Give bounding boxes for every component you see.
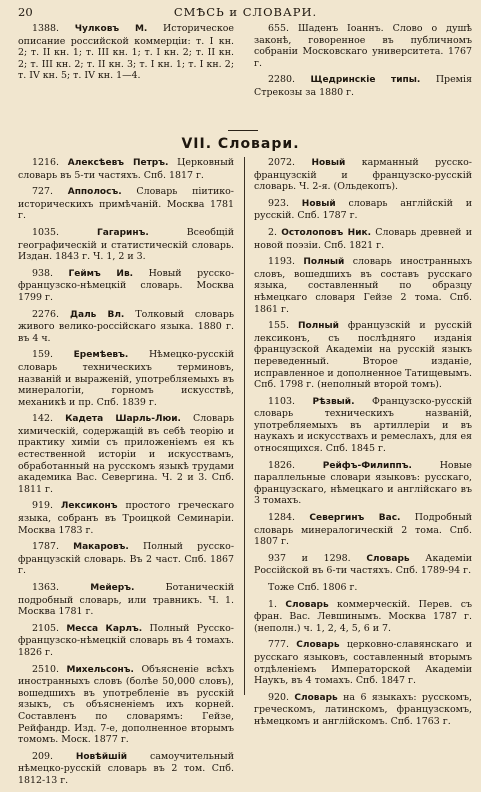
catalog-entry <box>18 268 234 304</box>
entry-text: Тоже Спб. 1806 г. <box>268 582 358 593</box>
entry-number: 142. <box>32 413 54 425</box>
section-divider <box>228 130 258 131</box>
catalog-entry <box>254 256 472 315</box>
entry-number: 2276. <box>32 308 60 320</box>
entry-title: Полный <box>303 257 345 268</box>
entry-number: 209. <box>32 750 54 762</box>
entry-title: Новый <box>301 198 336 209</box>
entry-number: 1216. <box>32 157 60 168</box>
entry-text: Новые параллельные словари языковъ: русскаго, французскаго, нѣмецкаго и англійскаго въ 3 томахъ. <box>254 459 473 507</box>
running-title: СМѢСЬ и СЛОВАРИ. <box>173 5 318 19</box>
page-number: 20 <box>18 5 33 19</box>
entry-text: церковно-славянскаго и русскаго языковъ, составленный вторымъ отдѣленіемъ Императорской Академіи Наукъ, въ 4 томахъ. Спб. 1847 г. <box>254 639 472 687</box>
catalog-entry <box>254 553 472 577</box>
entry-title: Геймъ Ив. <box>68 268 134 279</box>
entry-number: 727. <box>32 186 54 198</box>
entry-number: 937 и 1298. <box>268 552 351 564</box>
catalog-entry <box>254 198 472 222</box>
entry-title: Алексѣевъ Петръ. <box>67 158 169 168</box>
catalog-entry <box>18 227 234 263</box>
entry-title: Словарь <box>294 692 338 703</box>
entry-title: Остолоповъ Ник. <box>281 227 372 238</box>
catalog-entry <box>254 23 472 69</box>
entry-number: 1363. <box>32 582 60 593</box>
entry-text: Словарь древней и новой поэзіи. Спб. 1821 г. <box>254 226 472 251</box>
entry-text: простого греческаго языка, собранъ въ Троицкой Семинаріи. Москва 1783 г. <box>18 500 234 536</box>
catalog-entry <box>18 582 234 618</box>
dictionaries-right-column <box>254 157 472 733</box>
entry-title: Гагаринъ. <box>97 227 149 238</box>
entry-text: Объясненіе всѣхъ иностранныхъ словъ (болѣе 50,000 словъ), вошедшихъ въ употребленіе въ русскій языкъ, съ объясненіемъ ихъ корней. Составленъ по словарямъ: Гейзе, Рейфандр. Изд. 7-е, дополненное вторымъ томомъ. Моск. 1877 г. <box>18 663 234 746</box>
entry-number: 1193. <box>268 256 296 268</box>
entry-title: Кадета Шарль-Люи. <box>65 414 181 425</box>
top-left-column <box>18 23 234 87</box>
entry-text: на 6 языкахъ: русскомъ, греческомъ, латинскомъ, французскомъ, нѣмецкомъ и англійскомъ. Спб. 1763 г. <box>254 691 472 727</box>
entry-title: Словарь <box>366 553 410 564</box>
catalog-entry <box>254 227 472 251</box>
entry-number: 1. <box>268 598 278 610</box>
catalog-entry <box>18 349 234 408</box>
entry-text: Новый русско-французско-нѣмецкій словарь. Москва 1799 г. <box>18 267 235 303</box>
entry-title: Щедринскіе типы. <box>310 75 421 86</box>
catalog-entry <box>254 320 472 391</box>
catalog-entry <box>254 582 472 594</box>
entry-text: Подробный словарь минералогическій 2 тома. Спб. 1807 г. <box>254 512 473 548</box>
entry-title: Чулковъ М. <box>74 24 148 34</box>
entry-number: 2510. <box>32 663 60 675</box>
entry-number: 2105. <box>32 622 60 634</box>
entry-title: Словарь <box>285 599 329 610</box>
entry-text: французскій и русскій лексиконъ, съ послѣдняго изданія французской Академіи на русскій языкъ переведенный. Второе изданіе, исправленное и дополненное Татищевымъ. Спб. 1798 г. (неполный второй томъ). <box>254 320 473 391</box>
catalog-entry <box>18 664 234 746</box>
entry-title: Даль Вл. <box>70 309 125 320</box>
catalog-entry <box>254 460 472 507</box>
entry-text: Французско-русскій словарь техническихъ названій, употребляемыхъ въ артиллеріи и въ наукахъ и искусствахъ и ремеслахъ, для ея относящихся. Спб. 1845 г. <box>254 395 473 455</box>
catalog-entry <box>18 500 234 536</box>
entry-text: словарь англійскій и русскій. Спб. 1787 г. <box>254 197 473 222</box>
entry-number: 777. <box>268 639 290 651</box>
entry-number: 2072. <box>268 157 296 168</box>
catalog-entry <box>254 639 472 686</box>
entry-text: коммерческій. Перев. съ фран. Вас. Левшинымъ. Москва 1787 г. (неполн.) ч. 1, 2, 4, 5, 6 и 7. <box>254 598 472 634</box>
entry-number: 2. <box>268 226 278 238</box>
catalog-entry <box>18 157 234 181</box>
catalog-entry <box>254 396 472 455</box>
entry-text: Ботаническій подробный словарь, или травникъ. Ч. 1. Москва 1781 г. <box>18 582 235 618</box>
catalog-entry <box>18 186 234 222</box>
entry-number: 938. <box>32 267 54 279</box>
entry-title: Месса Карлъ. <box>66 623 143 634</box>
dictionaries-left-column <box>18 157 234 792</box>
entry-title: Мейеръ. <box>90 583 135 593</box>
entry-text: Академіи Россійской въ 6-ти частяхъ. Спб. 1789-94 г. <box>254 552 473 577</box>
entry-title: Апполосъ. <box>67 187 122 198</box>
catalog-entry <box>18 23 234 82</box>
entry-text: Премія Стрекозы за 1880 г. <box>254 74 472 98</box>
entry-title: Севергинъ Вас. <box>309 513 401 524</box>
entry-text: Историческое описание российской коммерціи: т. I кн. 2; т. II кн. 1; т. III кн. 1; т. I кн. 2; т. II кн. 2; т. III кн. 2; т. II кн. 3; т. I кн. 1; т. I кн. 2; т. IV кн. 5; т. IV кн. 1—4. <box>18 23 235 82</box>
entry-title: Михельсонъ. <box>66 664 134 675</box>
catalog-entry <box>254 599 472 635</box>
entry-title: Новѣйшій <box>75 751 128 762</box>
entry-text: Полный Русско-французско-нѣмецкій словарь въ 4 томахъ. 1826 г. <box>18 622 234 658</box>
entry-title: Новый <box>311 158 346 168</box>
entry-title: Еремѣевъ. <box>73 350 129 361</box>
entry-number: 919. <box>32 500 54 512</box>
entry-text: карманный русско-французскій и французско-русскій словарь. Ч. 2-я. (Ольдекопъ). <box>254 157 473 193</box>
entry-number: 923. <box>268 197 290 209</box>
entry-number: 1035. <box>32 226 60 238</box>
entry-title: Словарь <box>296 640 340 651</box>
entry-text: 655. Шаденъ Іоаннъ. Слово о душѣ законѣ, говоренное въ публичномъ собраніи Московскаго университета. 1767 г. <box>254 23 472 69</box>
top-right-column <box>254 23 472 104</box>
catalog-entry <box>254 512 472 548</box>
entry-number: 1103. <box>268 395 296 407</box>
entry-number: 1787. <box>32 541 60 553</box>
entry-text: самоучительный нѣмецко-русскій словарь въ 2 том. Спб. 1812-13 г. <box>18 750 234 786</box>
entry-title: Макаровъ. <box>73 542 129 553</box>
entry-text: Полный русско-французскій словарь. Въ 2 част. Спб. 1867 г. <box>18 541 235 577</box>
entry-text: Словарь піитико-историческихъ примѣчаній. Москва 1781 г. <box>18 186 235 222</box>
catalog-entry <box>18 541 234 577</box>
entry-text: Толковый словарь живого велико-россійскаго языка. 1880 г. въ 4 ч. <box>18 308 235 344</box>
entry-text: словарь иностранныхъ словъ, вошедшихъ въ составъ русскаго языка, составленный по образцу нѣмецкаго словаря Гейзе 2 тома. Спб. 1861 г. <box>254 256 473 315</box>
entry-text: Церковный словарь въ 5-ти частяхъ. Спб. 1817 г. <box>18 157 235 181</box>
entry-title: Полный <box>297 321 339 332</box>
entry-number: 159. <box>32 349 54 361</box>
entry-title: Рейфъ-Филиппъ. <box>322 460 412 471</box>
entry-title: Рѣзвый. <box>312 396 355 407</box>
catalog-entry <box>18 309 234 345</box>
entry-text: Словарь химическій, содержащій въ себѣ теорію и практику химіи съ приложеніемъ ея къ естественной исторіи и искусствамъ, обработанный на русскомъ языкѣ трудами академика Вас. Севергина. Ч. 2 и 3. Спб. 1811 г. <box>18 413 235 495</box>
column-rule <box>244 157 245 695</box>
entry-number: 2280. <box>268 74 296 86</box>
catalog-entry <box>18 413 234 495</box>
section-title: VII. Словари. <box>181 136 300 152</box>
entry-text: Всеобщій географическій и статистическій словарь. Издан. 1843 г. Ч. 1, 2 и 3. <box>18 226 234 263</box>
catalog-entry <box>18 751 234 787</box>
catalog-entry <box>254 692 472 728</box>
entry-number: 155. <box>268 320 290 332</box>
page-header <box>18 4 473 20</box>
catalog-entry <box>254 157 472 193</box>
catalog-entry <box>254 74 472 98</box>
entry-text: Нѣмецко-русскій словарь техническихъ терминовъ, названій и выраженій, употребляемыхъ въ минералогіи, горномъ искусствѣ, механикѣ и пр. Спб. 1839 г. <box>18 349 235 408</box>
entry-title: Лексиконъ <box>60 501 118 512</box>
entry-number: 920. <box>268 691 290 703</box>
entry-number: 1388. <box>32 23 60 34</box>
catalog-entry <box>18 623 234 659</box>
entry-number: 1284. <box>268 512 296 524</box>
entry-number: 1826. <box>268 459 296 471</box>
